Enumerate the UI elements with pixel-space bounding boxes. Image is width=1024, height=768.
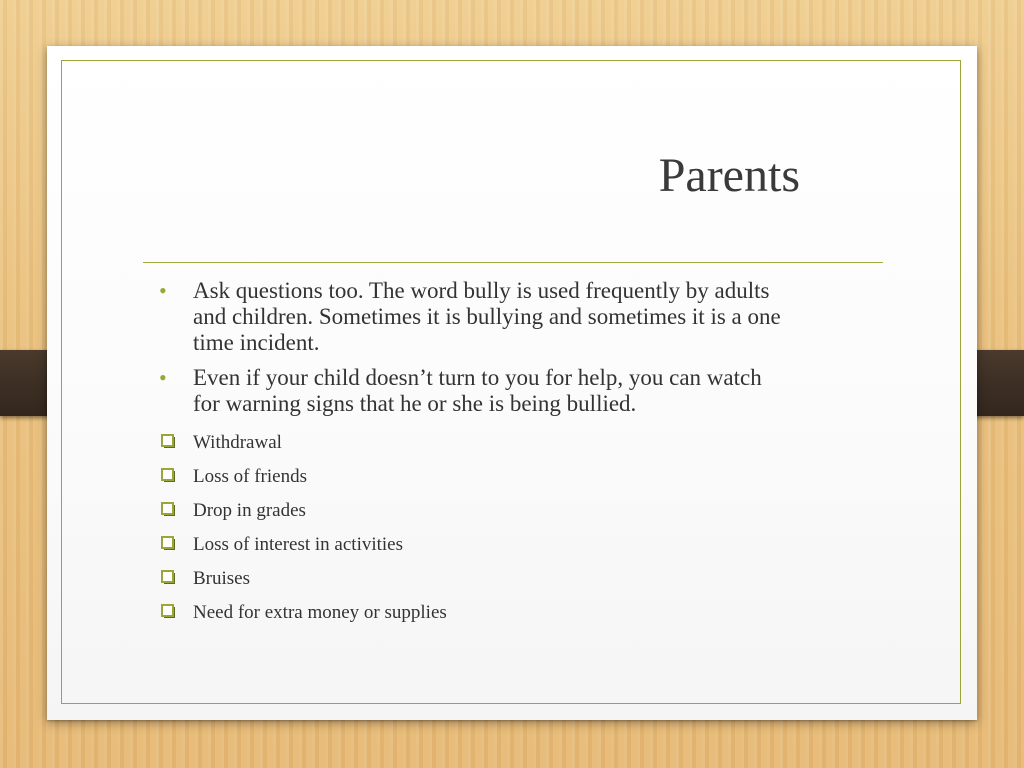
warning-sign-text: Bruises <box>193 568 250 589</box>
bullet-text: Ask questions too. The word bully is used frequently by adults and children. Sometimes it is bullying and sometimes it is a one time incident. <box>193 278 781 355</box>
checkbox-bullet-icon <box>161 536 176 551</box>
warning-sign-item <box>157 432 447 466</box>
bullet-list <box>157 278 787 426</box>
slide-title: Parents <box>658 149 800 202</box>
checkbox-bullet-icon <box>161 604 176 619</box>
warning-sign-item <box>157 466 447 500</box>
warning-sign-text: Need for extra money or supplies <box>193 602 447 623</box>
bullet-item <box>157 278 787 356</box>
warning-sign-text: Withdrawal <box>193 432 282 453</box>
warning-sign-text: Loss of friends <box>193 466 307 487</box>
warning-sign-item <box>157 568 447 602</box>
bullet-item <box>157 365 787 417</box>
slide-paper <box>47 46 977 720</box>
warning-sign-item <box>157 500 447 534</box>
title-divider <box>143 262 883 263</box>
round-bullet-icon: • <box>159 365 167 390</box>
round-bullet-icon: • <box>159 278 167 303</box>
checkbox-bullet-icon <box>161 502 176 517</box>
checkbox-bullet-icon <box>161 434 176 449</box>
warning-sign-item <box>157 602 447 636</box>
warning-signs-list <box>157 432 447 636</box>
checkbox-bullet-icon <box>161 468 176 483</box>
checkbox-bullet-icon <box>161 570 176 585</box>
bullet-text: Even if your child doesn’t turn to you for help, you can watch for warning signs that he or she is being bullied. <box>193 365 762 416</box>
warning-sign-text: Loss of interest in activities <box>193 534 404 555</box>
warning-sign-item <box>157 534 447 568</box>
warning-sign-text: Drop in grades <box>193 500 306 521</box>
